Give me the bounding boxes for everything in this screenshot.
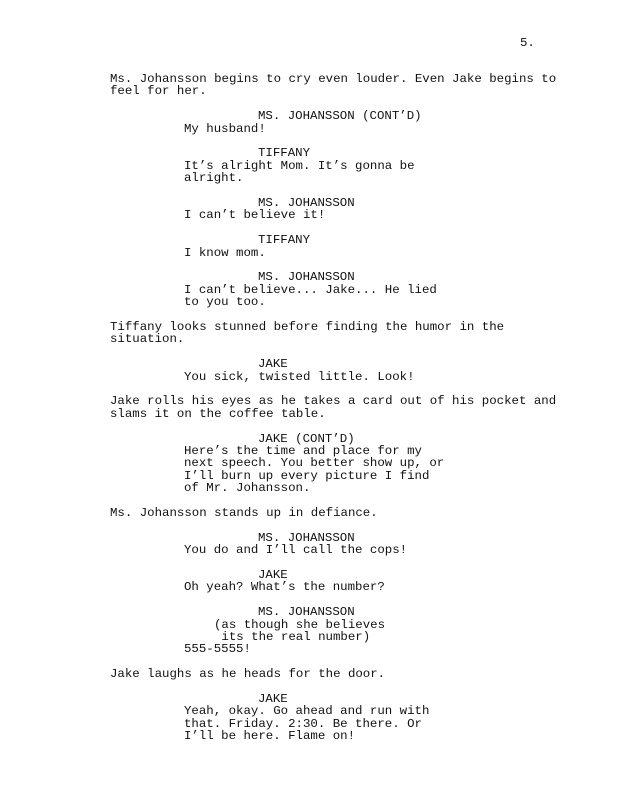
dialogue-line: 555-5555! — [184, 642, 251, 657]
action-line: Jake rolls his eyes as he takes a card out of his pocket and — [110, 394, 557, 409]
page-number: 5. — [520, 36, 535, 50]
action-line: feel for her. — [110, 84, 207, 99]
character-line: JAKE (CONT’D) — [258, 431, 355, 446]
paren-line: its the real number) — [214, 630, 371, 644]
dialogue-line: I can’t believe... Jake... He lied — [184, 282, 437, 297]
action-line: situation. — [110, 332, 185, 347]
action-line: Jake laughs as he heads for the door. — [110, 667, 386, 682]
character-line: JAKE — [258, 568, 288, 582]
character-line: TIFFANY — [258, 146, 311, 161]
dialogue-line: I’ll be here. Flame on! — [184, 729, 356, 744]
character-line: TIFFANY — [258, 233, 311, 248]
dialogue-line: next speech. You better show up, or — [184, 456, 445, 471]
character-line: MS. JOHANSSON — [258, 530, 355, 545]
character-line: JAKE — [258, 692, 288, 706]
dialogue-line: It’s alright Mom. It’s gonna be — [184, 158, 415, 173]
paren-line: (as though she believes — [214, 617, 386, 632]
character-line: MS. JOHANSSON (CONT’D) — [258, 109, 422, 124]
dialogue-line: that. Friday. 2:30. Be there. Or — [184, 716, 422, 731]
dialogue-line: Yeah, okay. Go ahead and run with — [184, 704, 430, 719]
action-line: Ms. Johansson stands up in defiance. — [110, 506, 378, 520]
dialogue-line: Here’s the time and place for my — [184, 444, 422, 458]
dialogue-line: of Mr. Johansson. — [184, 481, 311, 496]
dialogue-line: I’ll burn up every picture I find — [184, 468, 430, 483]
character-line: JAKE — [258, 357, 288, 372]
action-line: slams it on the coffee table. — [110, 406, 326, 421]
dialogue-line: Oh yeah? What’s the number? — [184, 580, 385, 595]
action-line: Tiffany looks stunned before finding the humor in the — [110, 320, 505, 334]
dialogue-line: My husband! — [184, 121, 266, 136]
dialogue-line: I can’t believe it! — [184, 208, 326, 223]
character-line: MS. JOHANSSON — [258, 270, 355, 285]
action-line: Ms. Johansson begins to cry even louder. Even Jake begins to — [110, 72, 557, 86]
dialogue-line: You sick, twisted little. Look! — [184, 369, 415, 384]
character-line: MS. JOHANSSON — [258, 196, 355, 210]
dialogue-line: alright. — [184, 171, 244, 186]
character-line: MS. JOHANSSON — [258, 605, 355, 620]
dialogue-line: to you too. — [184, 295, 266, 310]
dialogue-line: You do and I’ll call the cops! — [184, 543, 408, 558]
dialogue-line: I know mom. — [184, 245, 266, 260]
